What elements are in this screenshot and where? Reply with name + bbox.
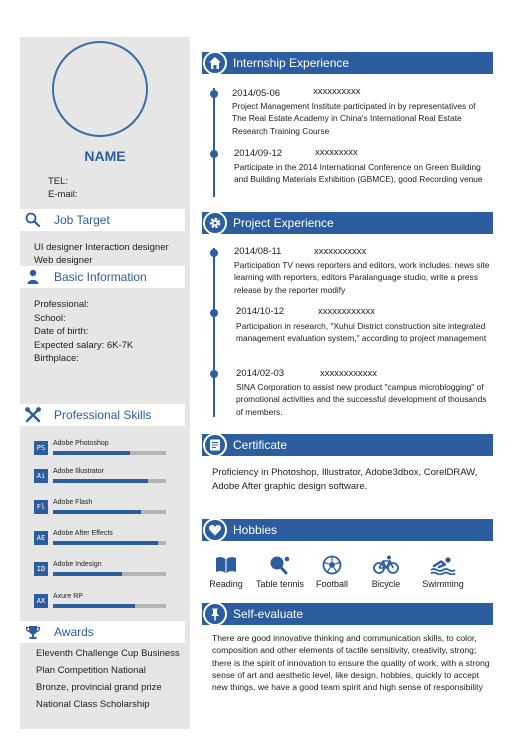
skill-label: Adobe After Effects <box>53 530 113 537</box>
basic-info-field: School: <box>34 313 66 324</box>
skill-bar <box>53 572 166 576</box>
skills-header <box>20 404 185 426</box>
bicycle-icon <box>373 555 399 575</box>
skill-badge: ID <box>34 562 48 576</box>
skill-bar <box>53 451 166 455</box>
skill-badge: AE <box>34 531 48 545</box>
timeline-line <box>213 88 215 197</box>
skill-item <box>34 469 169 489</box>
skill-badge: Ai <box>34 469 48 483</box>
timeline-dot <box>210 249 218 257</box>
entry-description: Participation TV news reporters and editors, work includes: news site learning with reporters, editors Paralanguage studio, write a press release by the reporter modify <box>234 260 490 295</box>
basic-info-header <box>20 266 185 288</box>
skill-bar <box>53 510 166 514</box>
self-evaluate-text: There are good innovative thinking and communication skills, to color, composition and other elements of tactile sensitivity, creativity, strong; there is the spirit of innovation to ensure the quality of work, with a strong sense of art and aesthetic level, like design, hobbies, quickly to accept new things, we have a good team spirit and high sense of responsibility <box>212 633 490 693</box>
skill-bar-fill <box>53 604 135 608</box>
user-icon <box>24 268 42 286</box>
award-item: National Class Scholarship <box>36 699 150 710</box>
hobbies-header <box>202 519 493 541</box>
gear-icon <box>208 216 222 230</box>
entry-org: xxxxxxxxxxxx <box>320 368 377 379</box>
entry-org: xxxxxxxxxx <box>313 86 361 97</box>
skill-bar <box>53 541 166 545</box>
hobby-label: Football <box>315 579 349 589</box>
self-evaluate-title: Self-evaluate <box>233 607 304 621</box>
certificate-icon <box>208 438 222 452</box>
job-target-line2: Web designer <box>34 255 93 266</box>
skill-item <box>34 500 169 520</box>
hobby-label: Reading <box>209 579 243 589</box>
entry-date: 2014/09-12 <box>234 148 283 159</box>
skill-bar-fill <box>53 479 148 483</box>
search-icon <box>24 211 42 229</box>
hobbies-title: Hobbies <box>233 523 278 537</box>
skill-bar-fill <box>53 510 141 514</box>
hobby-table-tennis <box>255 555 305 589</box>
entry-org: xxxxxxxxxxx <box>314 246 367 257</box>
skill-item <box>34 441 169 461</box>
entry-description: Participate in the 2014 International Conference on Green Building and Building Materials Exhibition (GBMCE), good Recording venue <box>234 162 483 185</box>
hobby-label: Bicycle <box>371 579 401 589</box>
entry-date: 2014/02-03 <box>236 368 285 379</box>
skill-label: Adobe Illustrator <box>53 468 104 475</box>
hobby-bicycle <box>361 555 411 589</box>
self-evaluate-header <box>202 603 493 625</box>
tel-label: TEL: <box>48 176 69 187</box>
job-target-title: Job Target <box>54 213 110 227</box>
basic-info-field: Expected salary: 6K-7K <box>34 340 134 351</box>
project-header <box>202 212 493 234</box>
entry-date: 2014/05-06 <box>232 88 281 99</box>
profile-name: NAME <box>84 148 126 164</box>
award-item: Eleventh Challenge Cup Business <box>36 648 180 659</box>
award-item: Bronze, provincial grand prize <box>36 682 162 693</box>
tools-icon <box>24 406 42 424</box>
entry-org: xxxxxxxxx <box>315 147 358 158</box>
trophy-icon <box>24 623 42 641</box>
skill-bar <box>53 604 166 608</box>
timeline-dot <box>210 370 218 378</box>
swimming-icon <box>430 555 456 575</box>
skills-title: Professional Skills <box>54 408 152 422</box>
certificate-header <box>202 434 493 456</box>
timeline-dot <box>210 150 218 158</box>
entry-description: SINA Corporation to assist new product "campus microblogging" of promotional activities and the successful development of thousands of members. <box>236 382 487 417</box>
pin-icon <box>208 607 222 621</box>
skill-badge: AX <box>34 594 48 608</box>
award-item: Plan Competition National <box>36 665 146 676</box>
skill-item <box>34 594 169 614</box>
hobby-label: Swimming <box>422 579 464 589</box>
timeline-line <box>213 248 215 417</box>
internship-header <box>202 52 493 74</box>
skill-label: Adobe Photoshop <box>53 440 109 447</box>
skill-badge: PS <box>34 441 48 455</box>
timeline-dot <box>210 90 218 98</box>
skill-label: Axure RP <box>53 593 83 600</box>
entry-description: Participation in research, "Xuhui District construction site integrated management evaluation system," according to project management <box>236 321 487 344</box>
skill-bar-fill <box>53 451 130 455</box>
home-icon <box>208 56 222 70</box>
skill-item <box>34 531 169 551</box>
heart-icon <box>208 523 222 537</box>
book-icon <box>215 555 237 575</box>
entry-description: Project Management Institute participated in by representatives of The Real Estate Academy in China's International Real Estate Research Training Course <box>232 101 476 136</box>
job-target-line1: UI designer Interaction designer <box>34 242 169 253</box>
entry-date: 2014/10-12 <box>236 306 285 317</box>
entry-org: xxxxxxxxxxxx <box>318 306 375 317</box>
skill-bar-fill <box>53 572 122 576</box>
basic-info-field: Birthplace: <box>34 353 79 364</box>
entry-date: 2014/08-11 <box>234 246 282 257</box>
skill-badge: Fl <box>34 500 48 514</box>
basic-info-field: Date of birth: <box>34 326 89 337</box>
hobby-football <box>307 555 357 589</box>
skill-label: Adobe Flash <box>53 499 93 506</box>
hobby-reading <box>201 555 251 589</box>
avatar-placeholder <box>52 41 148 137</box>
job-target-header <box>20 209 185 231</box>
timeline-dot <box>210 309 218 317</box>
table-tennis-icon <box>269 555 291 575</box>
certificate-text: Proficiency in Photoshop, Illustrator, Adobe3dbox, CorelDRAW, Adobe After graphic design software. <box>212 467 478 492</box>
skill-bar-fill <box>53 541 158 545</box>
hobby-label: Table tennis <box>255 579 305 589</box>
basic-info-field: Professional: <box>34 299 89 310</box>
hobby-swimming <box>418 555 468 589</box>
awards-title: Awards <box>54 625 94 639</box>
internship-title: Internship Experience <box>233 56 350 70</box>
awards-header <box>20 621 185 643</box>
basic-info-title: Basic Information <box>54 270 147 284</box>
skill-item <box>34 562 169 582</box>
certificate-title: Certificate <box>233 438 288 452</box>
email-label: E-mail: <box>48 189 78 200</box>
project-title: Project Experience <box>233 216 334 230</box>
skill-label: Adobe Indesign <box>53 561 102 568</box>
skill-bar <box>53 479 166 483</box>
football-icon <box>321 555 343 575</box>
